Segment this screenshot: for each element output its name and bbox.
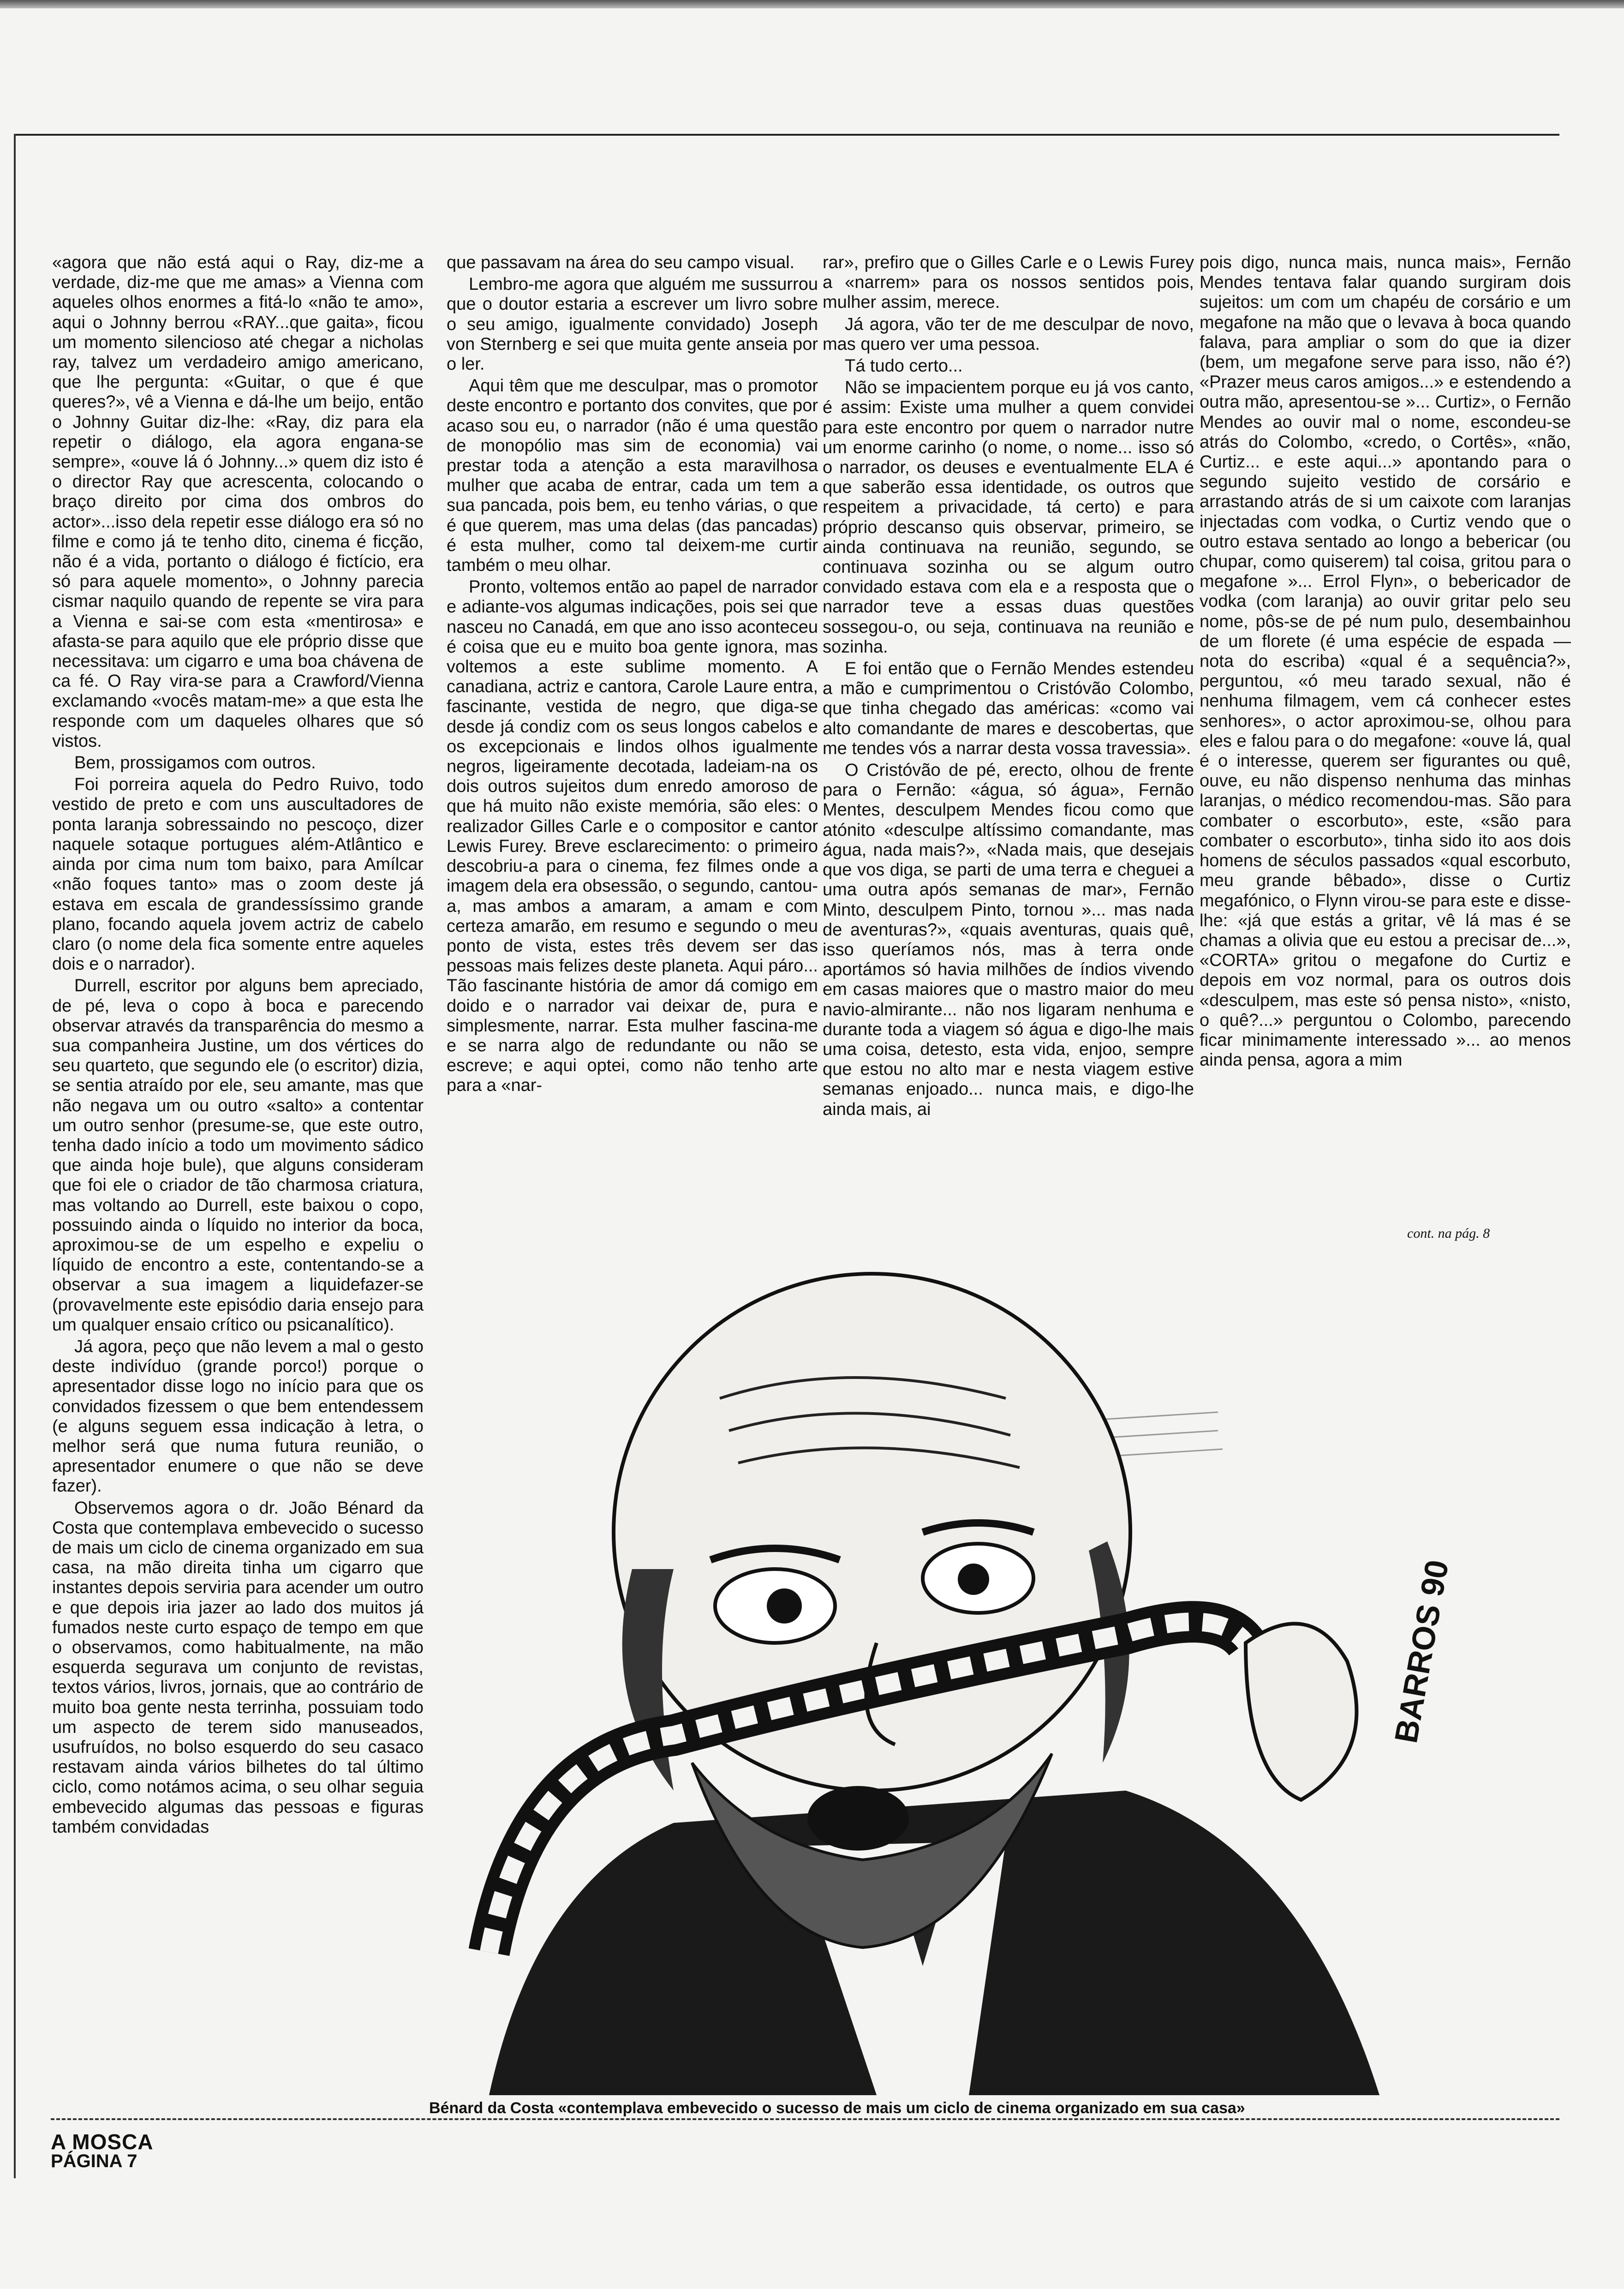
paragraph: Observemos agora o dr. João Bénard da Costa que contemplava embevecido o sucesso de mais um ciclo de cinema organizado em sua casa, na mão direita tinha um cigarro que instantes depois serviria para acender um outro e que depois iria jazer ao lado dos muitos já fumados neste curto espaço de tempo em que o observamos, como habitualmente, na mão esquerda segurava um conjunto de revistas, textos vários, livros, jornais, que ao contrário de muito boa gente nesta terrinha, possuiam todo um aspecto de terem sido manuseados, usufruídos, no bolso esquerdo do seu casaco restavam ainda vários bilhetes do tal último ciclo, como notámos acima, o seu olhar seguia embevecido algumas das pessoas e figuras também convidadas — [52, 1498, 424, 1837]
paragraph: Durrell, escritor por alguns bem apreciado, de pé, leva o copo à boca e parecendo observar através da transparência do mesmo a sua companheira Justine, um dos vértices do seu quarteto, que segundo ele (o escritor) dizia, se sentia atraído por ele, seu amante, mas que não negava um ou outro «salto» a contentar um outro senhor (presume-se, que este outro, tenha dado início a todo um movimento sádico que ainda hoje bule), que alguns consideram que foi ele o criador de tão charmosa criatura, mas voltando ao Durrell, este baixou o copo, possuindo ainda o líquido no interior da boca, aproximou-se de um espelho e expeliu o líquido de encontro a este, contentando-se a observar a sua imagem a liquidefazer-se (provavelmente este episódio daria ensejo para um qualquer ensaio crítico ou psicanalítico). — [52, 976, 424, 1335]
top-rule — [14, 134, 1559, 136]
paragraph: Lembro-me agora que alguém me sussurrou que o doutor estaria a escrever um livro sobre o seu amigo, igualmente convidado) Joseph von Sternberg e sei que muita gente anseia por o ler. — [447, 275, 818, 374]
paragraph: rar», prefiro que o Gilles Carle e o Lewis Furey a «narrem» para os nossos sentidos pois, mulher assim, merece. — [823, 253, 1194, 312]
paragraph: Não se impacientem porque eu já vos canto, é assim: Existe uma mulher a quem convidei para este encontro por quem o narrador nutre um enorme carinho (o nome, o nome... isso só o narrador, os deuses e eventualmente ELA é que saberão essa identidade, os outros que respeitem a privacidade, tá certo) e para próprio descanso quis observar, primeiro, se ainda continuava na reunião, segundo, se continuava sozinha ou se algum outro convidado estava com ela e a resposta que o narrador teve a essas duas questões sossegou-o, ou seja, continuava na reunião e sozinha. — [823, 378, 1194, 657]
paragraph: Foi porreira aquela do Pedro Ruivo, todo vestido de preto e com uns auscultadores de ponta laranja sobressaindo no pescoço, dizer naquele sotaque portugues além-Atlântico e ainda por cima num tom baixo, para Amílcar «não foques tanto» mas o zoom deste já estava em escala de grandessíssimo grande plano, focando aquela jovem actriz de cabelo claro (o nome dela fica somente entre aqueles dois e o narrador). — [52, 775, 424, 974]
photo-caption: Bénard da Costa «contemplava embevecido o sucesso de mais um ciclo de cinema organizado em sua casa» — [429, 2099, 1245, 2117]
paragraph: que passavam na área do seu campo visual. — [447, 253, 795, 272]
publication-name: A MOSCA — [51, 2130, 154, 2154]
page-number: PÁGINA 7 — [51, 2151, 137, 2171]
article-column-1 — [52, 253, 424, 2108]
paragraph: Tá tudo certo... — [845, 356, 963, 376]
paragraph: Pronto, voltemos então ao papel de narrador e adiante-vos algumas indicações, pois sei que nasceu no Canadá, em que ano isso aconteceu é coisa que eu e muito boa gente ignora, mas voltemos a este sublime momento. A canadiana, actriz e cantora, Carole Laure entra, fascinante, vestida de negro, que diga-se desde já condiz com os seus longos cabelos e os excepcionais e lindos olhos igualmente negros, ligeiramente decotada, ladeiam-na os dois outros sujeitos dum enredo amoroso de que há muito não existe memória, são eles: o realizador Gilles Carle e o compositor e cantor Lewis Furey. Breve esclarecimento: o primeiro descobriu-a para o cinema, fez filmes onde a imagem dela era obsessão, o segundo, cantou-a, mas ambos a amaram, a amam e com certeza amarão, em resumo e segundo o meu ponto de vista, estes três devem ser das pessoas mais felizes deste planeta. Aqui páro... Tão fascinante história de amor dá comigo em doido e o narrador vai deixar de, pura e simplesmente, narrar. Esta mulher fascina-me e se narra algo de redundante ou não se escreve; e aqui optei, como não tenho arte para a «nar- — [447, 577, 818, 1096]
paragraph: Aqui têm que me desculpar, mas o promotor deste encontro e portanto dos convites, que por acaso sou eu, o narrador (não é uma questão de monopólio mas sim de economia) vai prestar toda a atenção a esta maravilhosa mulher que acaba de entrar, cada um tem a sua pancada, pois bem, eu tenho várias, o que é que querem, mas uma delas (das pancadas) é esta mulher, como tal deixem-me curtir também o meu olhar. — [447, 376, 818, 575]
article-column-4 — [1200, 253, 1571, 1254]
paragraph: O Cristóvão de pé, erecto, olhou de frente para o Fernão: «água, só água», Fernão Mentes, desculpem Mendes ficou como que atónito «desculpe altíssimo comandante, mas água, nada mais?», «Nada mais, que desejais que vos diga, se parti de uma terra e cheguei a uma outra após semanas de mar», Fernão Minto, desculpem Pinto, tornou »... mas nada de aventuras?», «quais aventuras, quais quê, isso queríamos nós, mas à terra onde aportámos só havia milhões de índios vivendo em casas maiores que o mastro maior do meu navio-almirante... não nos ligaram nenhuma e durante toda a viagem só água e digo-lhe mais uma coisa, detesto, esta vida, enjoo, sempre que estou no alto mar e nesta viagem estive semanas enjoado... nunca mais, e digo-lhe ainda mais, ai — [823, 761, 1194, 1119]
paragraph: Já agora, vão ter de me desculpar de novo, mas quero ver uma pessoa. — [823, 314, 1194, 354]
article-column-2 — [447, 253, 818, 1245]
scan-edge — [0, 0, 1624, 8]
paragraph: Bem, prossigamos com outros. — [74, 753, 316, 773]
continuation-note: cont. na pág. 8 — [1407, 1226, 1490, 1241]
caricature-illustration — [434, 1246, 1564, 2095]
artist-signature: BARROS 90 — [1387, 1557, 1456, 1746]
article-column-3 — [823, 253, 1194, 1245]
paragraph: «agora que não está aqui o Ray, diz-me a verdade, diz-me que me amas» a Vienna com aqueles olhos enormes a fitá-lo «não te amo», aqui o Johnny berrou «RAY...que gaita», ficou um momento silencioso até chegar a nicholas ray, talvez um verdadeiro amigo americano, que lhe pergunta: «Guitar, o que é que queres?», vê a Vienna e dá-lhe um beijo, então o Johnny Guitar diz-lhe: «Ray, diz para ela repetir o diálogo, ela agora engana-se sempre», «ouve lá ó Johnny...» quem diz isto é o director Ray que acrescenta, colocando o braço direito por cima dos ombros do actor»...isso dela repetir esse diálogo era só no filme e como já te tenho dito, cinema é ficção, não é a vida, portanto o diálogo é fictício, era só para aquele momento», o Johnny parecia cismar naquilo quando de repente se vira para a Vienna e sai-se com esta «mentirosa» e afasta-se para aquilo que ele próprio disse que necessitava: um cigarro e uma boa chávena de ca fé. O Ray vira-se para a Crawford/Vienna exclamando «vocês matam-me» a que esta lhe responde com um daqueles olhares que só vistos. — [52, 253, 424, 751]
left-rule — [14, 134, 16, 2178]
caption-divider — [51, 2118, 1559, 2120]
page-footer — [51, 2132, 154, 2171]
paragraph: pois digo, nunca mais, nunca mais», Fernão Mendes tentava falar quando surgiram dois sujeitos: um com um chapéu de corsário e um megafone na mão que o levava à boca quando falava, para ampliar o som do que ia dizer (bem, um megafone serve para isso, não é?) «Prazer meus caros amigos...» e estendendo a outra mão, apresentou-se »... Curtiz», o Fernão Mendes ao ouvir mal o nome, escondeu-se atrás do Colombo, «credo, o Cortês», «não, Curtiz... e este aqui...» apontando para o segundo sujeito vestido de corsário e arrastando atrás de si um caixote com laranjas injectadas com vodka, o Curtiz vendo que o outro estava sentado ao longo a bebericar (ou chupar, como quiserem) tal coisa, gritou para o megafone »... Errol Flyn», o bebericador de vodka (com laranja) ao ouvir gritar pelo seu nome, pôs-se de pé num pulo, desembainhou de um florete (é uma espécie de espada — nota do escriba) «qual é a sequência?», perguntou, «ó meu tarado sexual, não é nenhuma filmagem, vem cá conhecer estes senhores», o actor aproximou-se, olhou para eles e falou para o do megafone: «ouve lá, qual é o interesse, querem ser figurantes ou quê, ouve, eu não dispenso nenhuma das minhas laranjas, o médico recomendou-mas. São para combater o escorbuto», este, «são para combater o escorbuto», tinha sido ito aos dois homens de séculos passados «qual escorbuto, meu grande bêbado», disse o Curtiz megafónico, o Flynn virou-se para este e disse-lhe: «já que estás a gritar, vê lá mas é se chamas a olivia que eu estou a precisar de...», «CORTA» gritou o megafone do Curtiz e depois em voz normal, para os outros dois «desculpem, mas este só pensa nisto», «nisto, o quê?...» perguntou o Colombo, parecendo ficar minimamente interessado »... ao menos ainda pensa, agora a mim — [1200, 253, 1571, 1070]
paragraph: E foi então que o Fernão Mendes estendeu a mão e cumprimentou o Cristóvão Colombo, que tinha chegado das américas: «como vai alto comandante de mares e descobertas, que me tendes vós a narrar desta vossa travessia». — [823, 659, 1194, 758]
paragraph: Já agora, peço que não levem a mal o gesto deste indivíduo (grande porco!) porque o apresentador disse logo no início para que os convidados fizessem o que bem entendessem (e alguns seguem essa indicação à letra, o melhor será que numa futura reunião, o apresentador enumere o que não se deve fazer). — [52, 1336, 424, 1496]
